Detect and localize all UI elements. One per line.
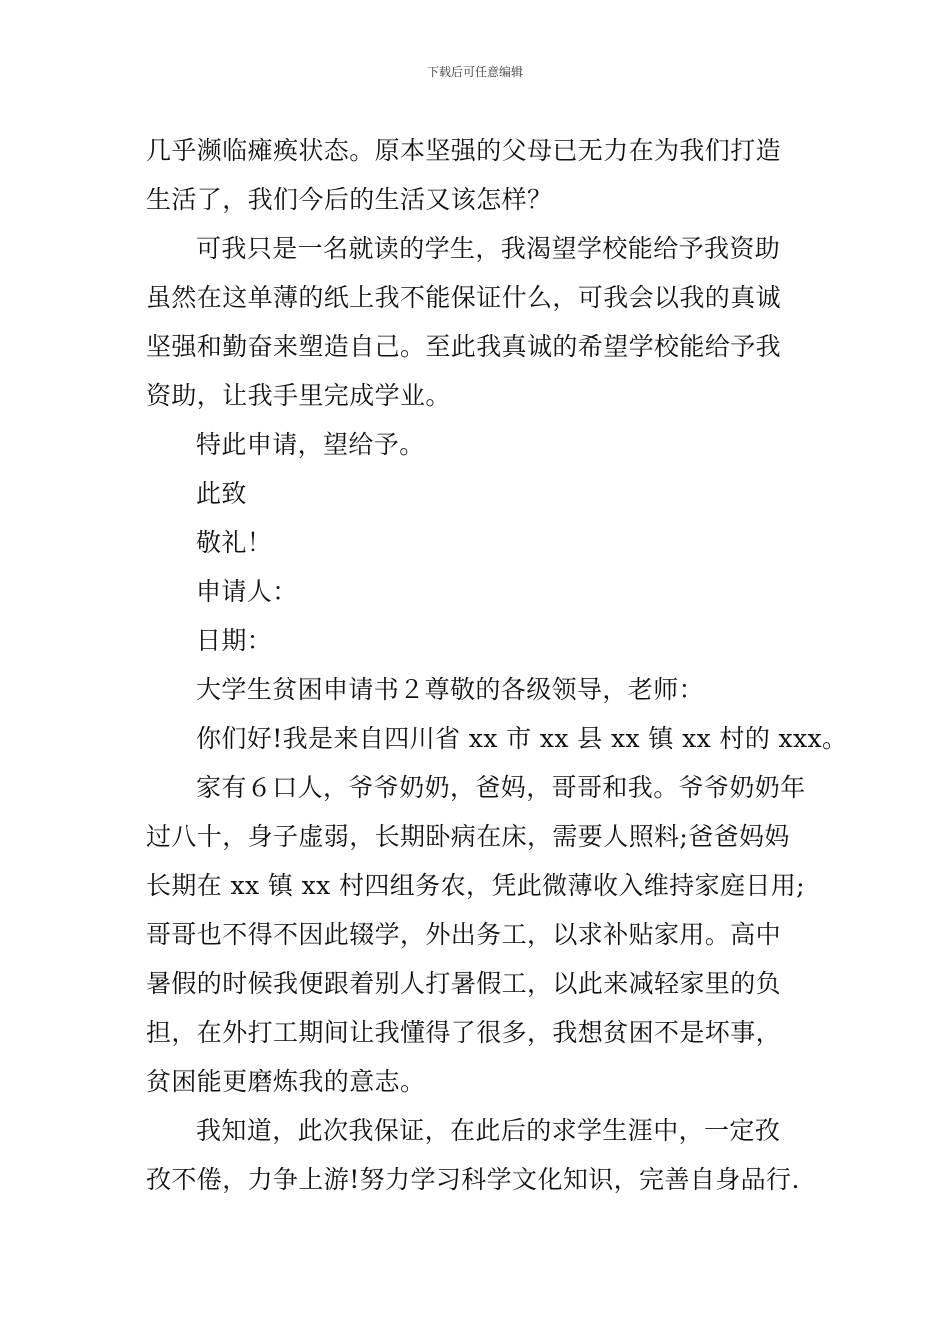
text-line: 家有６口人，爷爷奶奶，爸妈，哥哥和我。爷爷奶奶年 — [196, 773, 806, 802]
text-line: 担，在外打工期间让我懂得了很多，我想贫困不是坏事， — [146, 1018, 782, 1047]
text-line: 过八十，身子虚弱，长期卧病在床，需要人照料;爸爸妈妈 — [146, 822, 790, 851]
applicant-label: 申请人： — [196, 577, 298, 606]
text-line: 长期在 xx 镇 xx 村四组务农，凭此微薄收入维持家庭日用; — [146, 871, 806, 900]
text-line: 几乎濒临瘫痪状态。原本坚强的父母已无力在为我们打造 — [146, 136, 782, 165]
text-line: 生活了，我们今后的生活又该怎样？ — [146, 185, 553, 214]
text-line: 贫困能更磨炼我的意志。 — [146, 1067, 426, 1096]
closing-regards: 敬礼！ — [196, 528, 273, 557]
closing-salutation: 此致 — [196, 479, 247, 508]
text-line: 特此申请，望给予。 — [196, 430, 425, 459]
document-body — [146, 126, 848, 1204]
text-line: 坚强和勤奋来塑造自己。至此我真诚的希望学校能给予我 — [146, 332, 782, 361]
text-line: 孜不倦，力争上游!努力学习科学文化知识，完善自身品行. — [146, 1165, 800, 1194]
page-header-note: 下载后可任意编辑 — [426, 65, 523, 79]
text-line: 你们好!我是来自四川省 xx 市 xx 县 xx 镇 xx 村的 xxx。 — [196, 724, 848, 753]
text-line: 虽然在这单薄的纸上我不能保证什么，可我会以我的真诚 — [146, 283, 782, 312]
text-line: 可我只是一名就读的学生，我渴望学校能给予我资助 — [196, 234, 781, 263]
text-line: 暑假的时候我便跟着别人打暑假工，以此来减轻家里的负 — [146, 969, 782, 998]
text-line: 我知道，此次我保证，在此后的求学生涯中，一定孜 — [196, 1116, 781, 1145]
text-line: 哥哥也不得不因此辍学，外出务工，以求补贴家用。高中 — [146, 920, 782, 949]
section-heading: 大学生贫困申请书２尊敬的各级领导，老师： — [196, 675, 705, 704]
text-line: 资助，让我手里完成学业。 — [146, 381, 451, 410]
date-label: 日期： — [196, 626, 273, 655]
